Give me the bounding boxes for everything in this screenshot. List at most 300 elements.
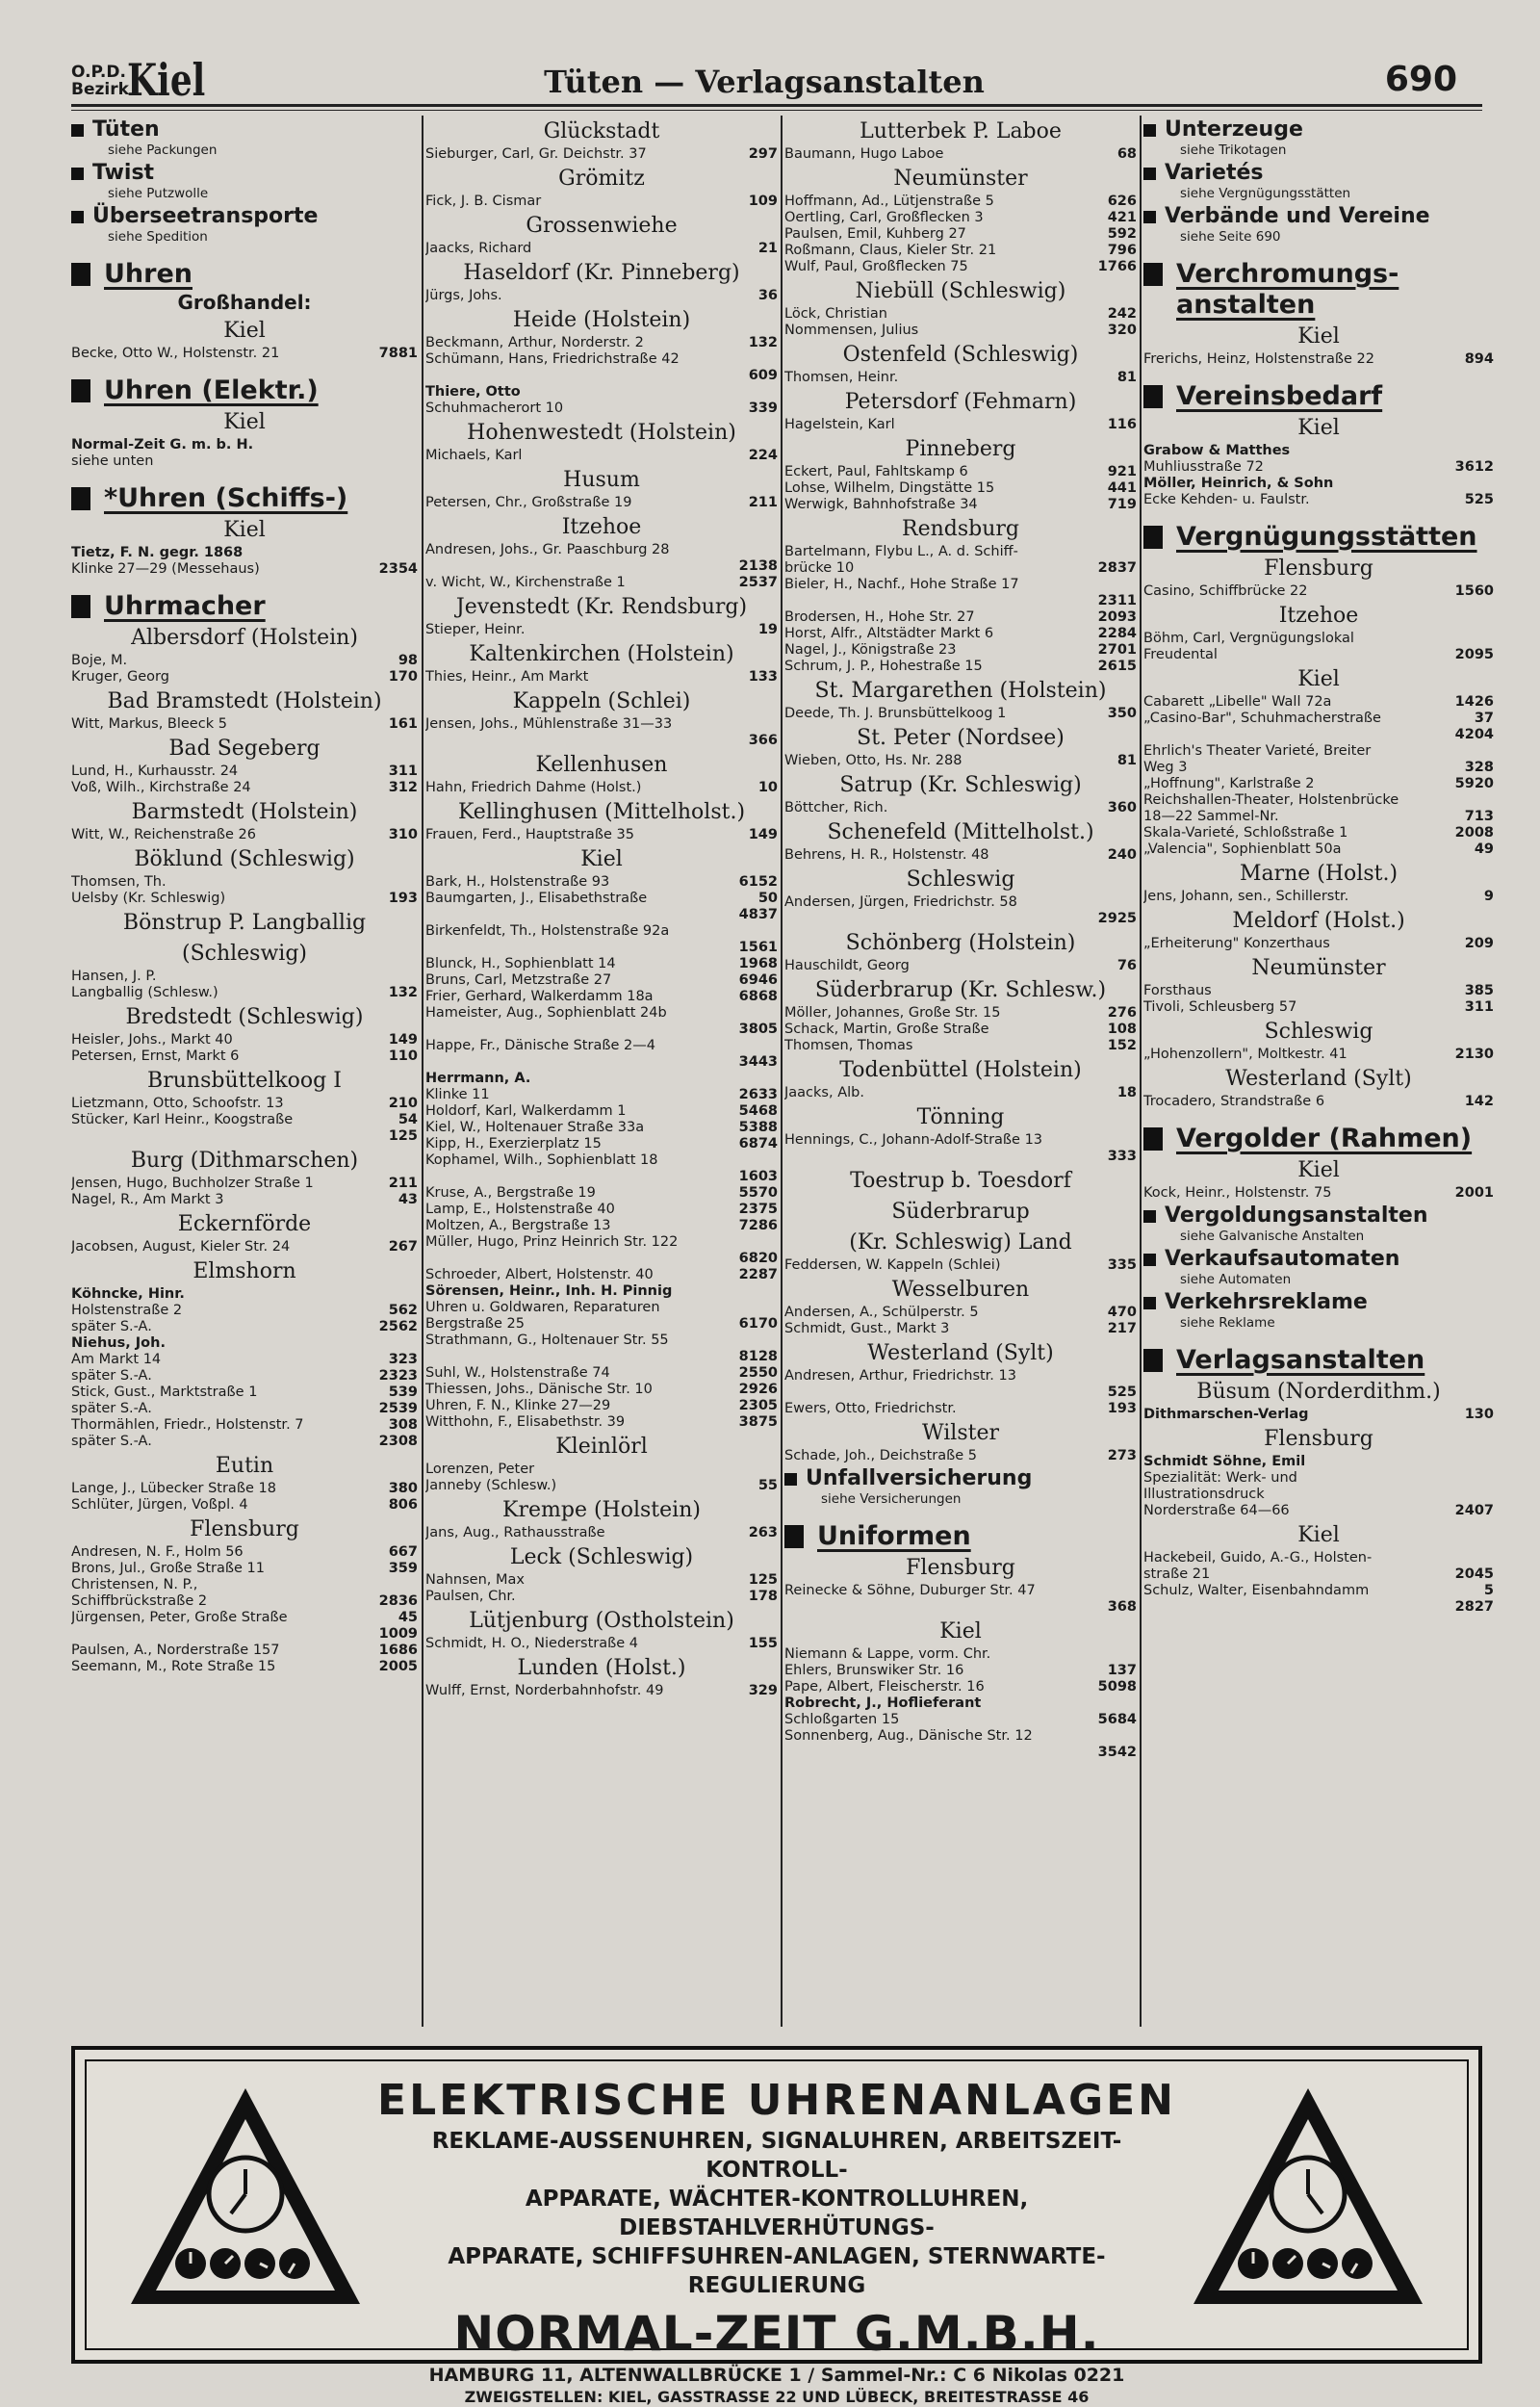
phone-number: 217 bbox=[1107, 1321, 1137, 1336]
listing-name: Christensen, N. P., bbox=[71, 1577, 198, 1592]
listing-entry bbox=[425, 1525, 778, 1541]
listing-entry bbox=[1143, 1185, 1494, 1202]
listing-name: Bartelmann, Flybu L., A. d. Schiff- bbox=[784, 544, 1018, 559]
town-heading: Westerland (Sylt) bbox=[1225, 1067, 1412, 1091]
listing-name: Schiffbrückstraße 2 bbox=[71, 1593, 208, 1609]
listing-entry bbox=[1143, 583, 1494, 600]
listing-entry bbox=[425, 1316, 778, 1333]
cross-reference: siehe Putzwolle bbox=[108, 186, 209, 201]
listing-entry bbox=[1143, 492, 1494, 508]
listing-name: Wulf, Paul, Großflecken 75 bbox=[784, 259, 968, 274]
phone-number: 193 bbox=[388, 891, 418, 906]
listing-name: Jens, Johann, sen., Schillerstr. bbox=[1143, 889, 1349, 904]
town-heading: Kappeln (Schlei) bbox=[512, 689, 691, 713]
town-heading: Schleswig bbox=[1264, 1020, 1373, 1044]
listing-name: Kruse, A., Bergstraße 19 bbox=[425, 1185, 596, 1201]
listing-name: Brodersen, H., Hohe Str. 27 bbox=[784, 609, 975, 625]
square-bullet-icon bbox=[1143, 168, 1156, 180]
town-heading: Satrup (Kr. Schleswig) bbox=[839, 773, 1082, 797]
listing-name: Schrum, J. P., Hohestraße 15 bbox=[784, 659, 983, 674]
phone-number: 562 bbox=[388, 1303, 418, 1318]
listing-entry bbox=[425, 1267, 778, 1283]
listing-name: Ehrlich's Theater Varieté, Breiter bbox=[1143, 743, 1372, 759]
listing-name: Hagelstein, Karl bbox=[784, 417, 895, 432]
town-heading: Neumünster bbox=[1251, 956, 1386, 980]
listing-entry bbox=[71, 969, 418, 985]
listing-name: Uhren, F. N., Klinke 27—29 bbox=[425, 1398, 611, 1413]
town-heading: Leck (Schleswig) bbox=[509, 1545, 694, 1569]
square-bullet-icon bbox=[1143, 526, 1163, 549]
cross-reference: siehe Packungen bbox=[108, 142, 218, 158]
town-heading: Flensburg bbox=[906, 1556, 1015, 1580]
column-2 bbox=[425, 116, 778, 2027]
listing-entry bbox=[1143, 351, 1494, 368]
listing-name: Schulz, Walter, Eisenbahndamm bbox=[1143, 1583, 1370, 1598]
listing-entry bbox=[425, 1185, 778, 1202]
square-bullet-icon bbox=[1143, 211, 1156, 223]
listing-entry bbox=[425, 827, 778, 843]
square-bullet-icon bbox=[71, 211, 84, 223]
phone-number: 368 bbox=[1107, 1599, 1137, 1615]
listing-name: Thiessen, Johs., Dänische Str. 10 bbox=[425, 1382, 653, 1397]
phone-number: 329 bbox=[748, 1683, 778, 1698]
listing-entry bbox=[425, 891, 778, 907]
listing-name: Jans, Aug., Rathausstraße bbox=[425, 1525, 605, 1540]
square-bullet-icon bbox=[1143, 1127, 1163, 1151]
listing-name: Thies, Heinr., Am Markt bbox=[425, 669, 589, 685]
phone-number: 592 bbox=[1107, 226, 1137, 242]
listing-name: Happe, Fr., Dänische Straße 2—4 bbox=[425, 1038, 655, 1053]
listing-name: Casino, Schiffbrücke 22 bbox=[1143, 583, 1308, 599]
subcategory-heading: Großhandel: bbox=[177, 291, 312, 314]
category-title: Uhrmacher bbox=[104, 591, 266, 621]
category-title: Unterzeuge bbox=[1165, 117, 1303, 142]
listing-entry bbox=[784, 243, 1137, 259]
phone-number: 45 bbox=[398, 1610, 418, 1625]
town-heading: St. Margarethen (Holstein) bbox=[814, 679, 1107, 703]
listing-entry bbox=[71, 346, 418, 362]
category-title: Uhren (Elektr.) bbox=[104, 375, 319, 405]
square-bullet-icon bbox=[71, 487, 90, 510]
listing-entry bbox=[425, 1202, 778, 1218]
town-heading: Kiel bbox=[939, 1619, 982, 1643]
column-divider bbox=[422, 116, 424, 2027]
listing-name: Böhm, Carl, Vergnügungslokal bbox=[1143, 631, 1354, 646]
phone-number: 1766 bbox=[1097, 259, 1137, 274]
listing-entry bbox=[1143, 1487, 1494, 1503]
listing-name: „Hohenzollern", Moltkestr. 41 bbox=[1143, 1047, 1348, 1062]
phone-number: 1009 bbox=[378, 1626, 418, 1642]
listing-entry bbox=[71, 1335, 418, 1352]
category-heading bbox=[1143, 381, 1494, 412]
phone-number: 385 bbox=[1464, 983, 1494, 998]
ad-products-line: APPARATE, SCHIFFSUHREN-ANLAGEN, STERNWARTE-REGULIERUNG bbox=[448, 2244, 1106, 2298]
listing-entry bbox=[425, 368, 778, 384]
listing-name: Muhliusstraße 72 bbox=[1143, 459, 1264, 475]
listing-entry bbox=[425, 241, 778, 257]
category-title: Tüten bbox=[92, 117, 160, 142]
listing-entry bbox=[784, 1132, 1137, 1149]
town-heading: Lutterbek P. Laboe bbox=[860, 119, 1062, 143]
town-heading: Kiel bbox=[223, 518, 266, 542]
square-bullet-icon bbox=[71, 124, 84, 137]
category-heading bbox=[71, 204, 418, 229]
town-heading: Glückstadt bbox=[543, 119, 660, 143]
listing-name: Holstenstraße 2 bbox=[71, 1303, 183, 1318]
town-heading: Schönberg (Holstein) bbox=[845, 931, 1076, 955]
phone-number: 142 bbox=[1464, 1094, 1494, 1109]
town-heading: Grömitz bbox=[558, 167, 645, 191]
phone-number: 2305 bbox=[738, 1398, 778, 1413]
listing-name bbox=[784, 593, 789, 608]
listing-entry bbox=[784, 210, 1137, 226]
phone-number: 21 bbox=[757, 241, 778, 256]
listing-name: Lorenzen, Peter bbox=[425, 1462, 535, 1477]
listing-entry bbox=[425, 1349, 778, 1365]
listing-entry bbox=[71, 1434, 418, 1450]
listing-name: brücke 10 bbox=[784, 560, 855, 576]
listing-entry bbox=[71, 874, 418, 891]
phone-number: 6868 bbox=[738, 989, 778, 1004]
phone-number: 2311 bbox=[1097, 593, 1137, 608]
listing-name: Schlüter, Jürgen, Voßpl. 4 bbox=[71, 1497, 248, 1513]
category-title: anstalten bbox=[1176, 290, 1316, 320]
listing-entry bbox=[784, 194, 1137, 210]
town-heading: Niebüll (Schleswig) bbox=[855, 279, 1066, 303]
listing-entry bbox=[425, 1234, 778, 1251]
phone-number: 50 bbox=[757, 891, 778, 906]
listing-name: Schloßgarten 15 bbox=[784, 1712, 900, 1727]
phone-number: 116 bbox=[1107, 417, 1137, 432]
town-heading: Grossenwiehe bbox=[526, 214, 678, 238]
phone-number: 2926 bbox=[738, 1382, 778, 1397]
listing-entry bbox=[71, 453, 418, 470]
town-heading: Kiel bbox=[223, 319, 266, 343]
listing-entry bbox=[784, 146, 1137, 163]
listing-entry bbox=[425, 384, 778, 401]
listing-name: Witthohn, F., Elisabethstr. 39 bbox=[425, 1414, 626, 1430]
opd-label: O.P.D. bbox=[71, 63, 126, 82]
square-bullet-icon bbox=[71, 595, 90, 618]
listing-entry bbox=[71, 764, 418, 780]
page-number: 690 bbox=[1384, 60, 1457, 99]
category-heading bbox=[1143, 117, 1494, 142]
town-heading: Flensburg bbox=[190, 1517, 299, 1541]
listing-entry bbox=[1143, 936, 1494, 952]
listing-entry bbox=[784, 1385, 1137, 1401]
town-heading: Elmshorn bbox=[192, 1259, 296, 1283]
listing-name: Schmidt, H. O., Niederstraße 4 bbox=[425, 1636, 639, 1651]
listing-name: Kiel, W., Holtenauer Straße 33a bbox=[425, 1120, 645, 1135]
listing-name: Heisler, Johs., Markt 40 bbox=[71, 1032, 233, 1048]
listing-name: Schroeder, Albert, Holstenstr. 40 bbox=[425, 1267, 654, 1282]
listing-name: Ecke Kehden- u. Faulstr. bbox=[1143, 492, 1310, 507]
listing-name: „Erheiterung" Konzerthaus bbox=[1143, 936, 1330, 951]
category-heading bbox=[1143, 204, 1494, 229]
listing-entry bbox=[784, 306, 1137, 323]
category-title: Twist bbox=[92, 161, 155, 185]
town-heading: Marne (Holst.) bbox=[1239, 862, 1399, 886]
listing-name: Wulff, Ernst, Norderbahnhofstr. 49 bbox=[425, 1683, 664, 1698]
phone-number: 211 bbox=[388, 1176, 418, 1191]
phone-number: 1560 bbox=[1454, 583, 1494, 599]
town-heading: Kiel bbox=[1297, 1523, 1340, 1547]
listing-name: Herrmann, A. bbox=[425, 1071, 531, 1086]
ad-address: HAMBURG 11, ALTENWALLBRÜCKE 1 / Sammel-Nr.: C 6 Nikolas 0221 bbox=[428, 2365, 1125, 2386]
listing-entry bbox=[425, 288, 778, 304]
listing-entry bbox=[425, 351, 778, 368]
listing-entry bbox=[71, 1497, 418, 1514]
listing-entry bbox=[1143, 443, 1494, 459]
listing-name: Janneby (Schlesw.) bbox=[425, 1478, 557, 1493]
listing-entry bbox=[784, 1728, 1137, 1745]
town-heading: Flensburg bbox=[1264, 556, 1373, 581]
phone-number: 130 bbox=[1464, 1407, 1494, 1422]
town-heading: Itzehoe bbox=[561, 515, 642, 539]
square-bullet-icon bbox=[784, 1525, 804, 1548]
category-title: Vergolder (Rahmen) bbox=[1176, 1124, 1473, 1153]
phone-number: 894 bbox=[1464, 351, 1494, 367]
listing-entry bbox=[425, 1462, 778, 1478]
phone-number: 470 bbox=[1107, 1305, 1137, 1320]
listing-entry bbox=[1143, 983, 1494, 999]
phone-number: 43 bbox=[398, 1192, 418, 1207]
listing-entry bbox=[784, 497, 1137, 513]
phone-number: 137 bbox=[1107, 1663, 1137, 1678]
cross-reference: siehe Spedition bbox=[108, 229, 208, 245]
phone-number: 421 bbox=[1107, 210, 1137, 225]
listing-entry bbox=[71, 1561, 418, 1577]
listing-name: Bruns, Carl, Metzstraße 27 bbox=[425, 972, 612, 988]
listing-name bbox=[425, 733, 430, 748]
phone-number: 350 bbox=[1107, 706, 1137, 721]
listing-entry bbox=[425, 1120, 778, 1136]
city-name: Kiel bbox=[127, 54, 206, 106]
listing-name: Freudental bbox=[1143, 647, 1218, 662]
cross-reference: siehe Reklame bbox=[1180, 1315, 1275, 1331]
listing-entry bbox=[784, 642, 1137, 659]
phone-number: 133 bbox=[748, 669, 778, 685]
listing-name: Weg 3 bbox=[1143, 760, 1188, 775]
listing-name: Kophamel, Wilh., Sophienblatt 18 bbox=[425, 1152, 658, 1168]
listing-name: Werwigk, Bahnhofstraße 34 bbox=[784, 497, 978, 512]
phone-number: 242 bbox=[1107, 306, 1137, 322]
listing-name: Bark, H., Holstenstraße 93 bbox=[425, 874, 610, 890]
town-heading: Eutin bbox=[215, 1454, 274, 1478]
town-heading: (Kr. Schleswig) Land bbox=[849, 1230, 1072, 1255]
listing-entry bbox=[1143, 459, 1494, 476]
town-heading: Schleswig bbox=[906, 867, 1015, 892]
listing-name: Frerichs, Heinz, Holstenstraße 22 bbox=[1143, 351, 1375, 367]
listing-entry bbox=[425, 1398, 778, 1414]
listing-name: Tietz, F. N. gegr. 1868 bbox=[71, 545, 244, 560]
town-heading: Kaltenkirchen (Holstein) bbox=[469, 642, 734, 666]
phone-number: 1603 bbox=[738, 1169, 778, 1184]
phone-number: 1561 bbox=[738, 940, 778, 955]
listing-name: Strathmann, G., Holtenauer Str. 55 bbox=[425, 1333, 669, 1348]
advertisement bbox=[71, 2046, 1482, 2406]
listing-name: „Valencia", Sophienblatt 50a bbox=[1143, 841, 1342, 857]
phone-number: 328 bbox=[1464, 760, 1494, 775]
listing-entry bbox=[1143, 841, 1494, 858]
listing-entry bbox=[1143, 1407, 1494, 1423]
phone-number: 311 bbox=[1464, 999, 1494, 1015]
listing-entry bbox=[425, 1683, 778, 1699]
town-heading: Kiel bbox=[223, 410, 266, 434]
category-heading bbox=[71, 375, 418, 406]
listing-entry bbox=[425, 1218, 778, 1234]
listing-name: Stieper, Heinr. bbox=[425, 622, 526, 637]
listing-entry bbox=[71, 1096, 418, 1112]
square-bullet-icon bbox=[1143, 1297, 1156, 1309]
square-bullet-icon bbox=[784, 1473, 797, 1486]
town-heading: Lütjenburg (Ostholstein) bbox=[469, 1609, 734, 1633]
listing-name bbox=[71, 1128, 76, 1144]
listing-name: Thomsen, Th. bbox=[71, 874, 167, 890]
listing-name bbox=[425, 1251, 430, 1266]
phone-number: 149 bbox=[748, 827, 778, 842]
listing-entry bbox=[425, 940, 778, 956]
category-heading bbox=[1143, 1247, 1494, 1272]
listing-name: Wieben, Otto, Hs. Nr. 288 bbox=[784, 753, 962, 768]
listing-entry bbox=[425, 1572, 778, 1589]
listing-entry bbox=[1143, 889, 1494, 905]
listing-entry bbox=[425, 401, 778, 417]
listing-entry bbox=[784, 1305, 1137, 1321]
listing-entry bbox=[1143, 711, 1494, 727]
cross-reference: siehe Trikotagen bbox=[1180, 142, 1287, 158]
phone-number: 1686 bbox=[378, 1643, 418, 1658]
town-heading: Todenbüttel (Holstein) bbox=[839, 1058, 1082, 1082]
advertisement-text bbox=[375, 2075, 1178, 2407]
square-bullet-icon bbox=[71, 379, 90, 402]
listing-name: Witt, Markus, Bleeck 5 bbox=[71, 716, 227, 732]
listing-name bbox=[784, 911, 789, 926]
phone-number: 335 bbox=[1107, 1257, 1137, 1273]
category-heading bbox=[71, 161, 418, 186]
phone-number: 441 bbox=[1107, 480, 1137, 496]
listing-entry bbox=[1143, 760, 1494, 776]
listing-entry bbox=[71, 1544, 418, 1561]
listing-name bbox=[425, 1022, 430, 1037]
listing-entry bbox=[784, 370, 1137, 386]
category-heading bbox=[71, 259, 418, 290]
listing-entry bbox=[425, 1087, 778, 1103]
phone-number: 2827 bbox=[1454, 1599, 1494, 1615]
listing-name: Frier, Gerhard, Walkerdamm 18a bbox=[425, 989, 654, 1004]
listing-name: Seemann, M., Rote Straße 15 bbox=[71, 1659, 276, 1674]
listing-name: Klinke 27—29 (Messehaus) bbox=[71, 561, 260, 577]
listing-name: Jaacks, Alb. bbox=[784, 1085, 864, 1100]
phone-number: 1968 bbox=[738, 956, 778, 971]
listing-entry bbox=[425, 622, 778, 638]
phone-number: 193 bbox=[1107, 1401, 1137, 1416]
listing-entry bbox=[425, 1169, 778, 1185]
listing-entry bbox=[71, 827, 418, 843]
listing-entry bbox=[1143, 1094, 1494, 1110]
listing-name: Langballig (Schlesw.) bbox=[71, 985, 218, 1000]
listing-name: Böttcher, Rich. bbox=[784, 800, 888, 815]
listing-name: Möller, Heinrich, & Sohn bbox=[1143, 476, 1334, 491]
listing-name bbox=[425, 1169, 430, 1184]
phone-number: 719 bbox=[1107, 497, 1137, 512]
phone-number: 2045 bbox=[1454, 1566, 1494, 1582]
listing-name: Köhncke, Hinr. bbox=[71, 1286, 185, 1302]
listing-entry bbox=[1143, 1583, 1494, 1599]
listing-name bbox=[425, 558, 430, 574]
listing-entry bbox=[425, 1005, 778, 1022]
phone-number: 2407 bbox=[1454, 1503, 1494, 1518]
town-heading: Neumünster bbox=[893, 167, 1028, 191]
phone-number: 806 bbox=[388, 1497, 418, 1513]
listing-entry bbox=[784, 1695, 1137, 1712]
phone-number: 54 bbox=[398, 1112, 418, 1127]
cross-reference: siehe Versicherungen bbox=[821, 1491, 962, 1507]
town-heading: Petersdorf (Fehmarn) bbox=[844, 390, 1077, 414]
page-title: Tüten — Verlagsanstalten bbox=[544, 64, 985, 100]
phone-number: 713 bbox=[1464, 809, 1494, 824]
cross-reference: siehe Vergnügungsstätten bbox=[1180, 186, 1351, 201]
town-heading: Kiel bbox=[1297, 667, 1340, 691]
listing-name bbox=[425, 1349, 430, 1364]
phone-number: 18 bbox=[1116, 1085, 1137, 1100]
listing-name: Behrens, H. R., Holstenstr. 48 bbox=[784, 847, 989, 863]
square-bullet-icon bbox=[1143, 1210, 1156, 1223]
category-heading bbox=[1143, 1204, 1494, 1229]
listing-name: Suhl, W., Holstenstraße 74 bbox=[425, 1365, 610, 1381]
listing-entry bbox=[425, 956, 778, 972]
listing-entry bbox=[784, 417, 1137, 433]
listing-name: später S.-A. bbox=[71, 1434, 152, 1449]
listing-name: Paulsen, A., Norderstraße 157 bbox=[71, 1643, 280, 1658]
listing-name: Holdorf, Karl, Walkerdamm 1 bbox=[425, 1103, 627, 1119]
listing-entry bbox=[784, 1321, 1137, 1337]
phone-number: 161 bbox=[388, 716, 418, 732]
phone-number: 110 bbox=[388, 1048, 418, 1064]
phone-number: 125 bbox=[388, 1128, 418, 1144]
listing-name: Uelsby (Kr. Schleswig) bbox=[71, 891, 226, 906]
town-heading: (Schleswig) bbox=[181, 942, 308, 966]
category-heading bbox=[71, 483, 418, 514]
listing-entry bbox=[784, 911, 1137, 927]
listing-name: Thomsen, Thomas bbox=[784, 1038, 913, 1053]
listing-entry bbox=[425, 907, 778, 923]
advertisement-border bbox=[85, 2059, 1469, 2406]
header-rule bbox=[71, 104, 1482, 107]
category-title: Verchromungs- bbox=[1176, 259, 1399, 289]
listing-name: Niehus, Joh. bbox=[71, 1335, 166, 1351]
listing-name: Brons, Jul., Große Straße 11 bbox=[71, 1561, 266, 1576]
town-heading: Kiel bbox=[1297, 1158, 1340, 1182]
square-bullet-icon bbox=[1143, 263, 1163, 286]
listing-name: Hoffmann, Ad., Lütjenstraße 5 bbox=[784, 194, 994, 209]
phone-number: 2562 bbox=[378, 1319, 418, 1334]
phone-number: 339 bbox=[748, 401, 778, 416]
town-heading: Barmstedt (Holstein) bbox=[131, 800, 358, 824]
phone-number: 2537 bbox=[738, 575, 778, 590]
listing-name: Lietzmann, Otto, Schoofstr. 13 bbox=[71, 1096, 284, 1111]
town-heading: Flensburg bbox=[1264, 1427, 1373, 1451]
category-title: Varietés bbox=[1165, 161, 1264, 185]
listing-entry bbox=[784, 1022, 1137, 1038]
phone-number: 6152 bbox=[738, 874, 778, 890]
listing-entry bbox=[71, 1352, 418, 1368]
phone-number: 2308 bbox=[378, 1434, 418, 1449]
listing-name: Andresen, N. F., Holm 56 bbox=[71, 1544, 244, 1560]
town-heading: Kiel bbox=[1297, 324, 1340, 349]
listing-entry bbox=[784, 626, 1137, 642]
listing-entry bbox=[784, 1712, 1137, 1728]
